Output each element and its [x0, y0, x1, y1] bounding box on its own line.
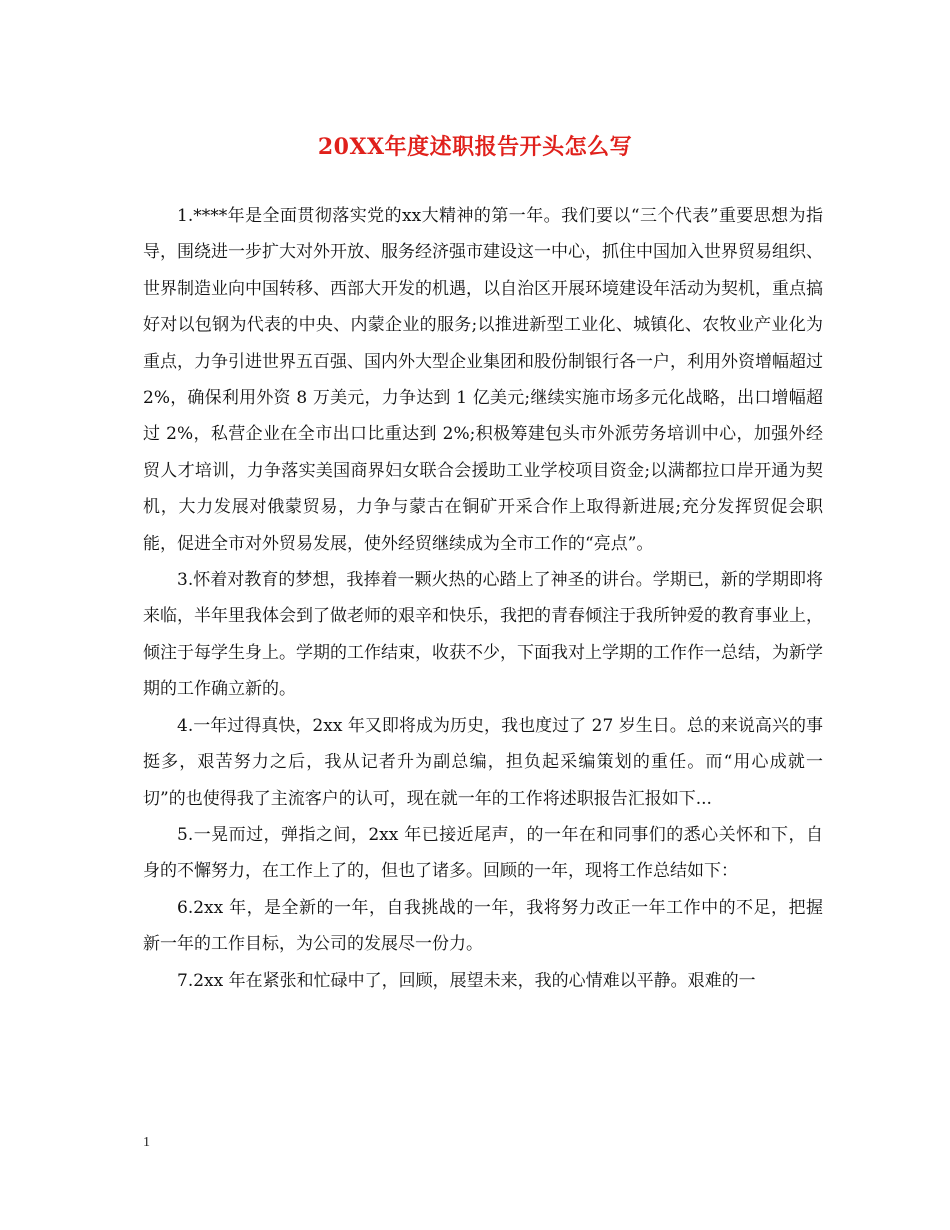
paragraph-4: 4.一年过得真快，2xx 年又即将成为历史，我也度过了 27 岁生日。总的来说高兴的事挺多，艰苦努力之后，我从记者升为副总编，担负起采编策划的重任。而“用心成就一切”的也使得我了主流客户的认可，现在就一年的工作将述职报告汇报如下...	[143, 715, 823, 809]
document-title: 20XX年度述职报告开头怎么写	[317, 134, 633, 160]
paragraph-3: 3.怀着对教育的梦想，我捧着一颗火热的心踏上了神圣的讲台。学期已，新的学期即将来临，半年里我体会到了做老师的艰辛和快乐，我把的青春倾注于我所钟爱的教育事业上，倾注于每学生身上。学期的工作结束，收获不少，下面我对上学期的工作作一总结，为新学期的工作确立新的。	[143, 570, 823, 700]
page-number: 1	[143, 1135, 150, 1150]
paragraph-5: 5.一晃而过，弹指之间，2xx 年已接近尾声，的一年在和同事们的悉心关怀和下，自身的不懈努力，在工作上了的，但也了诸多。回顾的一年，现将工作总结如下：	[143, 824, 823, 882]
paragraph-7: 7.2xx 年在紧张和忙碌中了，回顾，展望未来，我的心情难以平静。艰难的一	[177, 970, 756, 991]
paragraph-1: 1.****年是全面贯彻落实党的xx大精神的第一年。我们要以“三个代表”重要思想为指导，围绕进一步扩大对外开放、服务经济强市建设这一中心，抓住中国加入世界贸易组织、世界制造业向中国转移、西部大开发的机遇，以自治区开展环境建设年活动为契机，重点搞好对以包钢为代表的中央、内蒙企业的服务;以推进新型工业化、城镇化、农牧业产业化为重点，力争引进世界五百强、国内外大型企业集团和股份制银行各一户，利用外资增幅超过 2%，确保利用外资 8 万美元，力争达到 1 亿美元;继续实施市场多元化战略，出口增幅超过 2%，私营企业在全市出口比重达到 2%;积极筹建包头市外派劳务培训中心，加强外经贸人才培训，力争落实美国商界妇女联合会援助工业学校项目资金;以满都拉口岸开通为契机，大力发展对俄蒙贸易，力争与蒙古在铜矿开采合作上取得新进展;充分发挥贸促会职能，促进全市对外贸易发展，使外经贸继续成为全市工作的“亮点”。	[143, 206, 823, 554]
document-body	[143, 198, 823, 999]
paragraph-6: 6.2xx 年，是全新的一年，自我挑战的一年，我将努力改正一年工作中的不足，把握新一年的工作目标，为公司的发展尽一份力。	[143, 897, 823, 955]
